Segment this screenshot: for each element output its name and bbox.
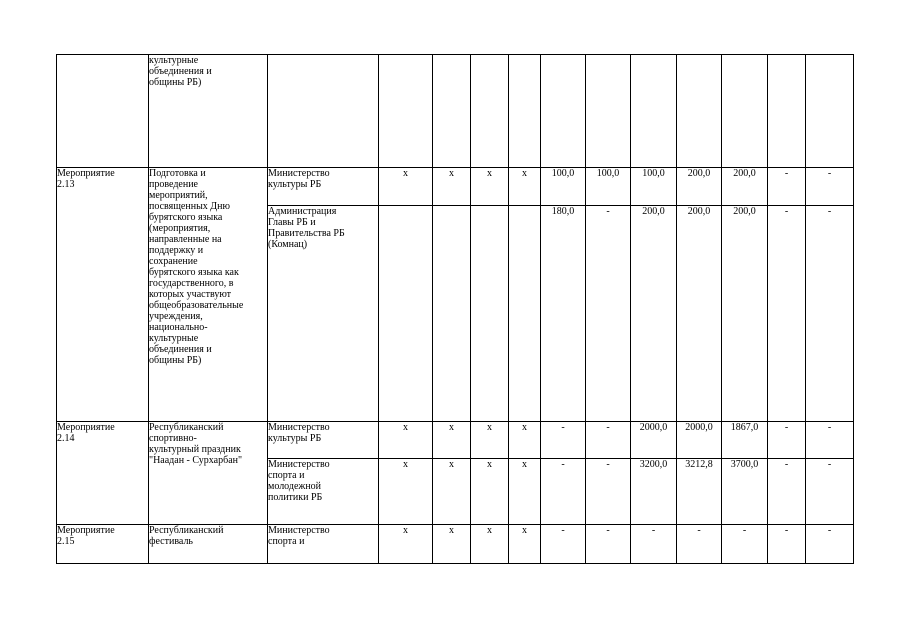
value-cell: 100,0 — [631, 168, 677, 206]
executor-cell: Администрация Главы РБ и Правительства РБ (Комнац) — [268, 206, 379, 422]
value-cell: - — [541, 422, 586, 459]
value-cell — [541, 55, 586, 168]
value-cell: - — [768, 525, 806, 564]
description-cell: Республиканский спортивно- культурный праздник "Наадан - Сурхарбан" — [149, 422, 268, 525]
executor-cell: Министерство спорта и молодежной политики РБ — [268, 459, 379, 525]
value-cell: x — [433, 422, 471, 459]
value-cell: x — [471, 422, 509, 459]
value-cell: x — [379, 168, 433, 206]
table-row-continuation — [57, 55, 854, 168]
value-cell: 180,0 — [541, 206, 586, 422]
value-cell — [677, 55, 722, 168]
value-cell — [433, 206, 471, 422]
value-cell: - — [541, 525, 586, 564]
value-cell: - — [586, 206, 631, 422]
value-cell: 100,0 — [586, 168, 631, 206]
value-cell: 2000,0 — [631, 422, 677, 459]
event-cell: Мероприятие 2.15 — [57, 525, 149, 564]
value-cell: 100,0 — [541, 168, 586, 206]
value-cell: 2000,0 — [677, 422, 722, 459]
description-cell: Республиканский фестиваль — [149, 525, 268, 564]
value-cell: 3212,8 — [677, 459, 722, 525]
table-row-event-2-15 — [57, 525, 854, 564]
value-cell: - — [806, 422, 854, 459]
value-cell — [631, 55, 677, 168]
table-row-event-2-13 — [57, 168, 854, 206]
value-cell: x — [379, 525, 433, 564]
value-cell — [722, 55, 768, 168]
value-cell: 200,0 — [722, 168, 768, 206]
value-cell: x — [379, 422, 433, 459]
value-cell: x — [433, 525, 471, 564]
value-cell: - — [806, 168, 854, 206]
value-cell: - — [722, 525, 768, 564]
value-cell: 200,0 — [677, 206, 722, 422]
value-cell: - — [631, 525, 677, 564]
value-cell: 3700,0 — [722, 459, 768, 525]
description-cell: Подготовка и проведение мероприятий, посвященных Дню бурятского языка (мероприятия, направленные на поддержку и сохранение бурятского языка как государственного, в которых участвуют общеобразовательные учреждения, национально- культурные объединения и общины РБ) — [149, 168, 268, 422]
value-cell — [379, 55, 433, 168]
value-cell: x — [433, 459, 471, 525]
value-cell: x — [433, 168, 471, 206]
value-cell: - — [806, 525, 854, 564]
value-cell — [433, 55, 471, 168]
value-cell — [471, 55, 509, 168]
value-cell: - — [586, 525, 631, 564]
value-cell: x — [379, 459, 433, 525]
value-cell: x — [471, 168, 509, 206]
event-cell — [57, 55, 149, 168]
value-cell: - — [768, 422, 806, 459]
value-cell: - — [768, 459, 806, 525]
value-cell: - — [677, 525, 722, 564]
event-cell: Мероприятие 2.13 — [57, 168, 149, 422]
executor-cell: Министерство спорта и — [268, 525, 379, 564]
table-row-event-2-14 — [57, 422, 854, 459]
value-cell — [586, 55, 631, 168]
value-cell: - — [806, 459, 854, 525]
value-cell: x — [509, 525, 541, 564]
value-cell: - — [768, 206, 806, 422]
program-events-table — [56, 54, 854, 564]
value-cell: 3200,0 — [631, 459, 677, 525]
executor-cell: Министерство культуры РБ — [268, 422, 379, 459]
value-cell — [768, 55, 806, 168]
value-cell: 1867,0 — [722, 422, 768, 459]
value-cell: 200,0 — [677, 168, 722, 206]
value-cell: - — [541, 459, 586, 525]
event-cell: Мероприятие 2.14 — [57, 422, 149, 525]
value-cell: x — [509, 422, 541, 459]
value-cell: - — [768, 168, 806, 206]
value-cell: x — [509, 168, 541, 206]
value-cell: 200,0 — [722, 206, 768, 422]
value-cell: x — [471, 459, 509, 525]
value-cell — [509, 55, 541, 168]
value-cell — [471, 206, 509, 422]
value-cell: - — [586, 422, 631, 459]
executor-cell — [268, 55, 379, 168]
value-cell: x — [471, 525, 509, 564]
description-cell: культурные объединения и общины РБ) — [149, 55, 268, 168]
value-cell — [379, 206, 433, 422]
value-cell: - — [806, 206, 854, 422]
value-cell: x — [509, 459, 541, 525]
value-cell — [509, 206, 541, 422]
value-cell: 200,0 — [631, 206, 677, 422]
value-cell — [806, 55, 854, 168]
value-cell: - — [586, 459, 631, 525]
executor-cell: Министерство культуры РБ — [268, 168, 379, 206]
